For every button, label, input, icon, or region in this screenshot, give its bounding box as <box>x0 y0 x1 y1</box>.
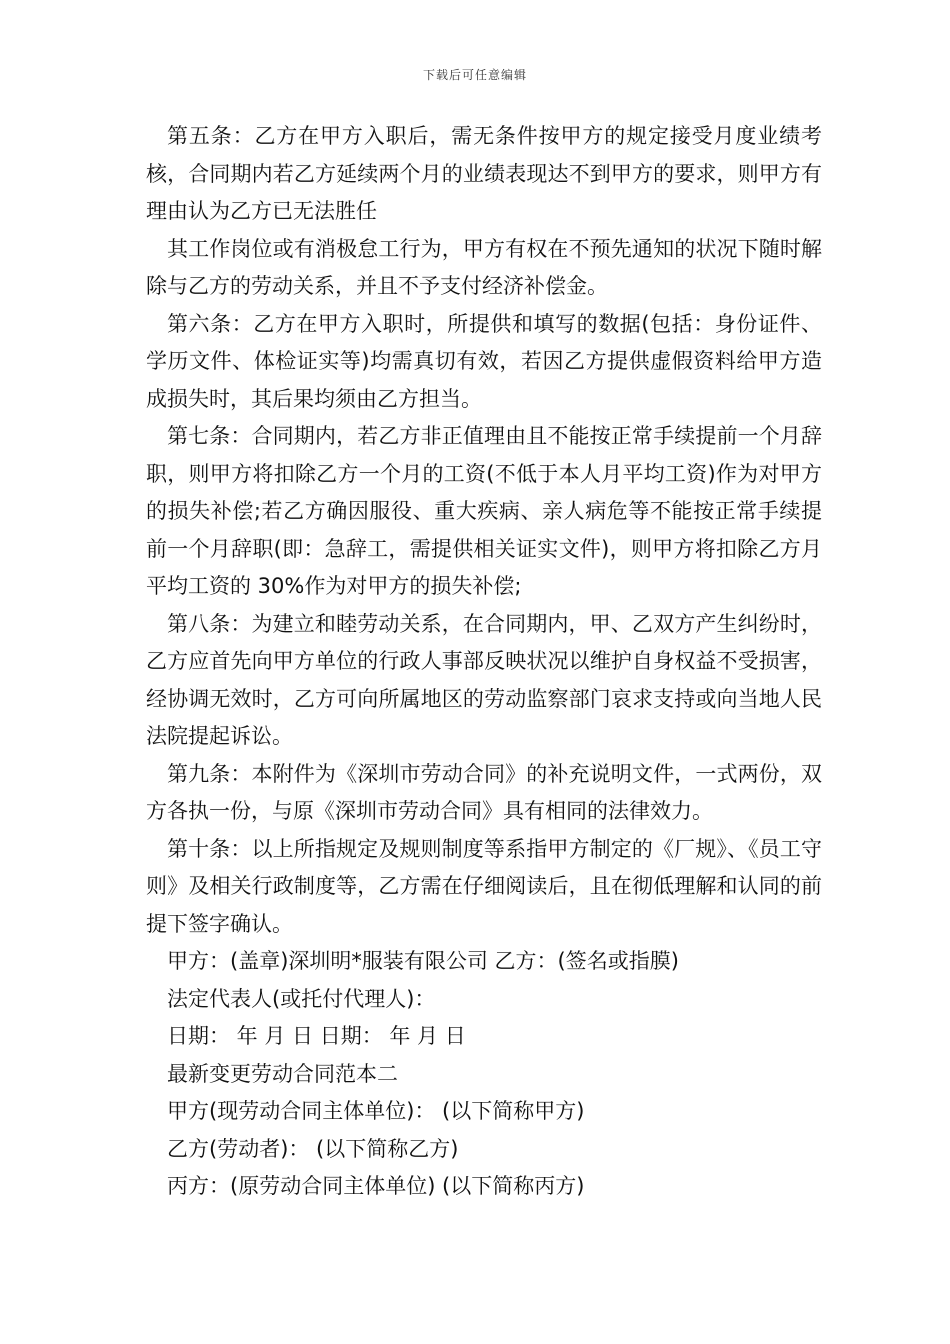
party-a-line: 甲方(现劳动合同主体单位)： (以下简称甲方) <box>167 1099 585 1123</box>
clause-6: 第六条：乙方在甲方入职时，所提供和填写的数据(包括：身份证件、学历文件、体检证实等)均需真切有效，若因乙方提供虚假资料给甲方造成损失时，其后果均须由乙方担当。 <box>146 311 822 411</box>
party-c-line: 丙方：(原劳动合同主体单位) (以下简称丙方) <box>167 1174 585 1198</box>
clause-5-continued: 其工作岗位或有消极怠工行为，甲方有权在不预先通知的状况下随时解除与乙方的劳动关系，并且不予支付经济补偿金。 <box>146 236 822 298</box>
clause-8: 第八条：为建立和睦劳动关系，在合同期内，甲、乙双方产生纠纷时，乙方应首先向甲方单位的行政人事部反映状况以维护自身权益不受损害，经协调无效时，乙方可向所属地区的劳动监察部门哀求支持或向当地人民法院提起诉讼。 <box>146 611 822 748</box>
page-header: 下载后可任意编辑 <box>422 68 527 82</box>
clause-7: 第七条：合同期内，若乙方非正值理由且不能按正常手续提前一个月辞职，则甲方将扣除乙方一个月的工资(不低于本人月平均工资)作为对甲方的损失补偿;若乙方确因服役、重大疾病、亲人病危等不能按正常手续提前一个月辞职(即：急辞工，需提供相关证实文件)，则甲方将扣除乙方月平均工资的 30%作为对甲方的损失补偿; <box>146 424 822 598</box>
signature-parties-line: 甲方：(盖章)深圳明*服装有限公司 乙方：(签名或指膜) <box>167 949 679 973</box>
clause-5: 第五条：乙方在甲方入职后，需无条件按甲方的规定接受月度业绩考核，合同期内若乙方延续两个月的业绩表现达不到甲方的要求，则甲方有理由认为乙方已无法胜任 <box>146 124 822 223</box>
legal-representative-line: 法定代表人(或托付代理人)： <box>167 986 436 1011</box>
party-b-line: 乙方(劳动者)： (以下简称乙方) <box>167 1136 459 1161</box>
date-line: 日期： 年 月 日 日期： 年 月 日 <box>167 1024 466 1048</box>
section-title: 最新变更劳动合同范本二 <box>167 1061 398 1086</box>
clause-9: 第九条：本附件为《深圳市劳动合同》的补充说明文件，一式两份，双方各执一份，与原《深圳市劳动合同》具有相同的法律效力。 <box>146 761 822 823</box>
clause-10: 第十条：以上所指规定及规则制度等系指甲方制定的《厂规》、《员工守则》及相关行政制度等，乙方需在仔细阅读后，且在彻低理解和认同的前提下签字确认。 <box>146 836 822 936</box>
document-body <box>146 118 822 1206</box>
